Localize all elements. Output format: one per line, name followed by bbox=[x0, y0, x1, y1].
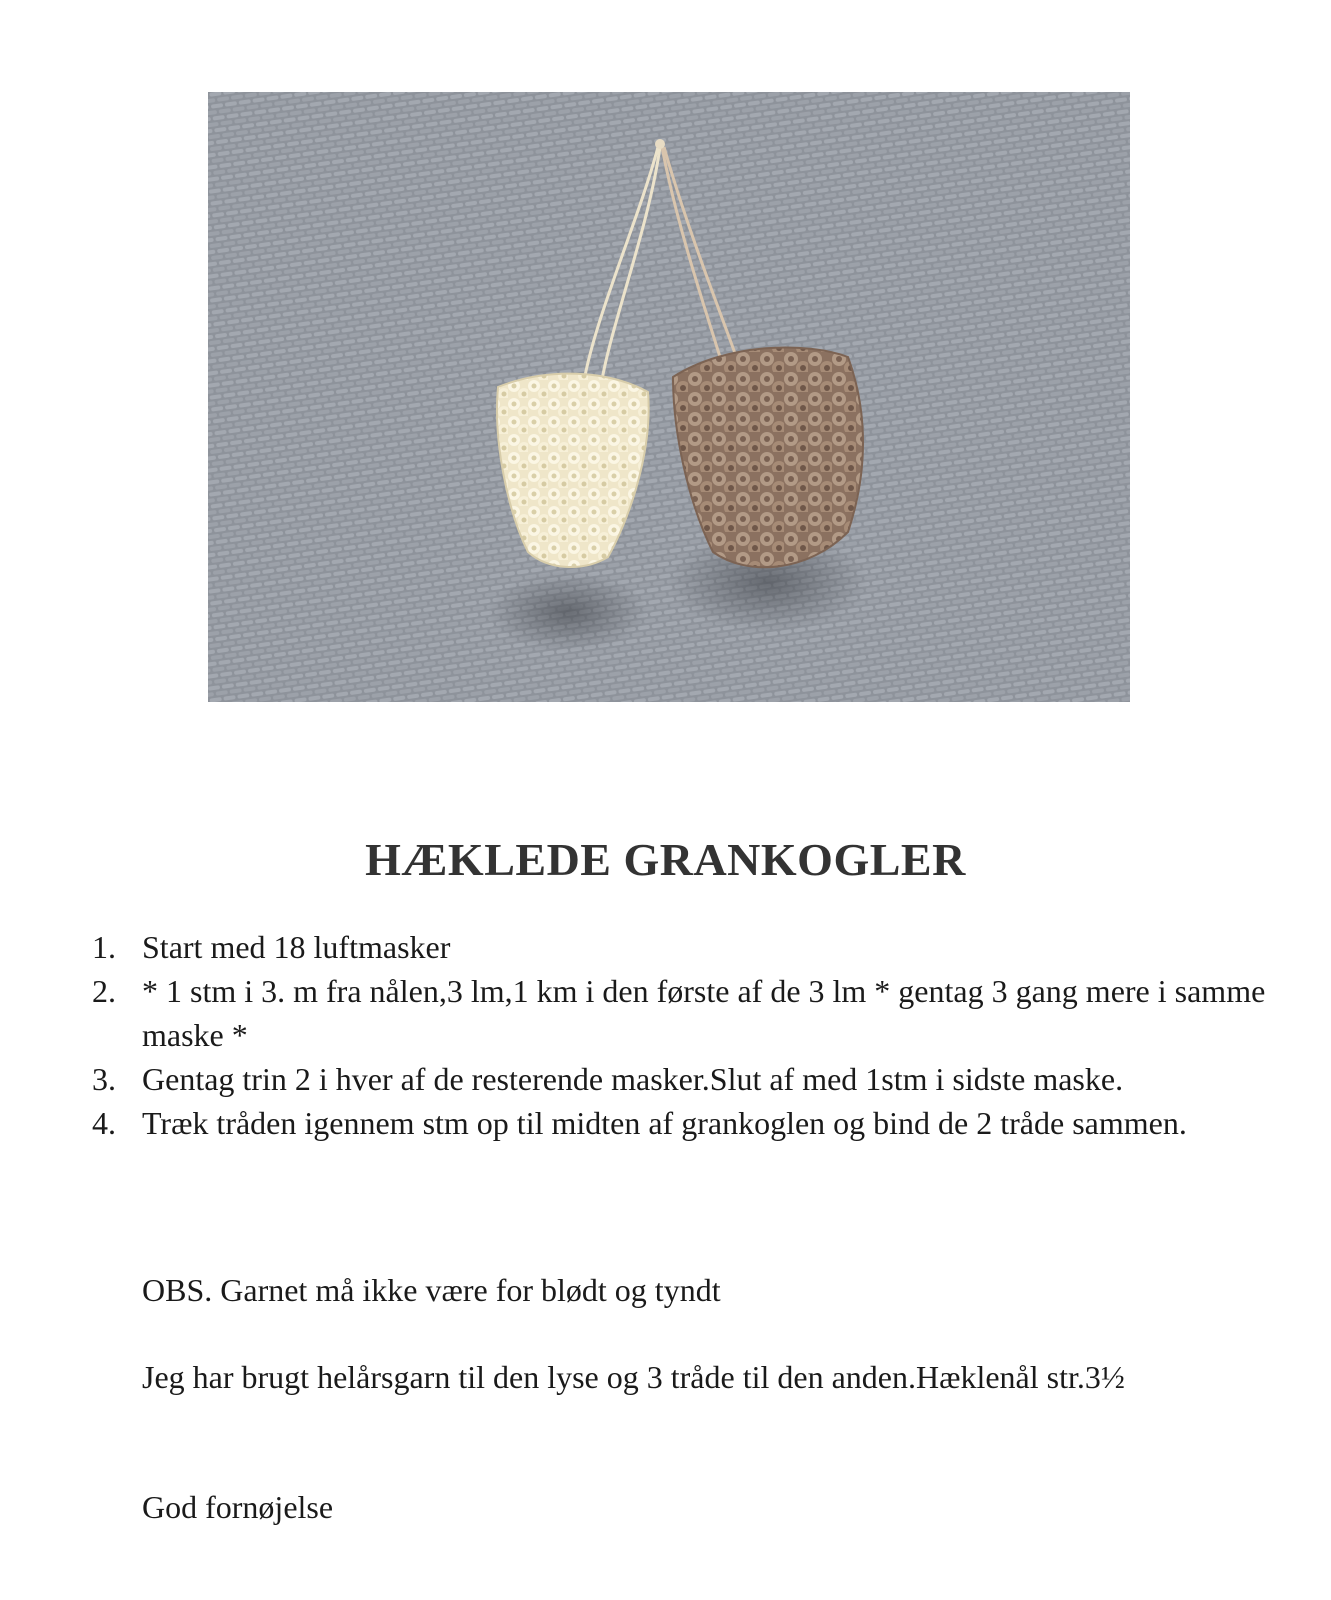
closing-note: God fornøjelse bbox=[142, 1489, 334, 1525]
list-item bbox=[92, 925, 1267, 969]
instructions-list bbox=[92, 925, 1267, 1145]
materials-note: Jeg har brugt helårsgarn til den lyse og 3 tråde til den anden.Hæklenål str.3½ bbox=[142, 1359, 1125, 1395]
yarn-warning-note: OBS. Garnet må ikke være for blødt og tyndt bbox=[142, 1272, 721, 1308]
step-text: * 1 stm i 3. m fra nålen,3 lm,1 km i den første af de 3 lm * gentag 3 gang mere i samme maske * bbox=[142, 973, 1266, 1053]
pine-cones-photo bbox=[208, 92, 1130, 702]
page-title: HÆKLEDE GRANKOGLER bbox=[365, 834, 966, 885]
step-text: Gentag trin 2 i hver af de resterende masker.Slut af med 1stm i sidste maske. bbox=[142, 1061, 1124, 1097]
list-item bbox=[92, 1057, 1267, 1101]
step-text: Træk tråden igennem stm op til midten af grankoglen og bind de 2 tråde sammen. bbox=[142, 1105, 1187, 1141]
list-item bbox=[92, 969, 1267, 1057]
step-number: 4. bbox=[92, 1105, 116, 1141]
pine-cones-illustration bbox=[208, 92, 1130, 702]
step-number: 3. bbox=[92, 1061, 116, 1097]
list-item bbox=[92, 1101, 1267, 1145]
step-number: 2. bbox=[92, 973, 116, 1009]
step-number: 1. bbox=[92, 929, 116, 965]
step-text: Start med 18 luftmasker bbox=[142, 929, 451, 965]
